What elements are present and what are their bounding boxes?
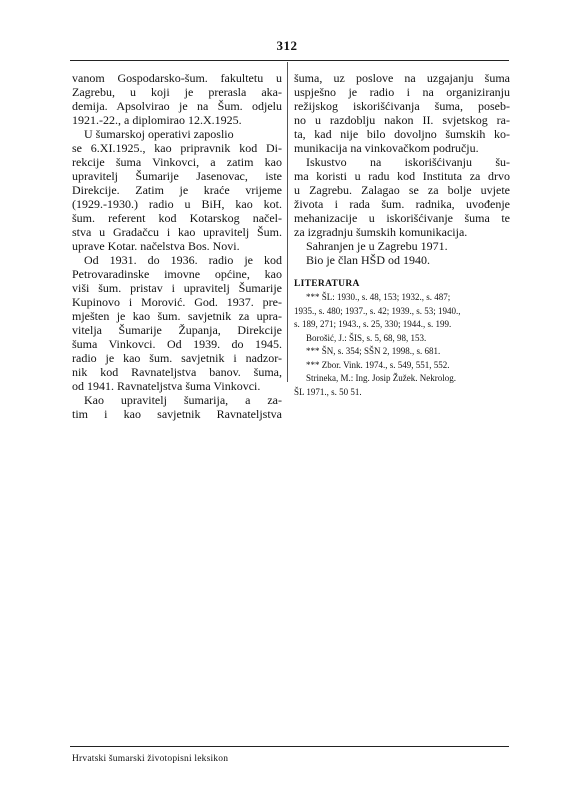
literature-entry: ŠL 1971., s. 50 51. [294, 386, 362, 397]
bottom-divider [70, 746, 509, 747]
right-column-line: režijskog iskorišćivanja šuma, poseb- [294, 99, 510, 113]
right-column-line: u Zagrebu. Zalagao se za bolje uvjete [294, 183, 510, 197]
column-divider [287, 62, 288, 382]
literature-entry: 1935., s. 480; 1937., s. 42; 1939., s. 53; 1940., [294, 305, 461, 316]
left-column [72, 71, 282, 421]
top-divider [70, 60, 509, 61]
left-column-line: Kupinovo i Morović. God. 1937. pre- [72, 295, 282, 309]
left-column-line: U šumarskoj operativi zaposlio [84, 127, 234, 141]
left-column-line: demija. Apsolvirao je na Šum. odjelu [72, 99, 282, 113]
left-column-line: mješten je kao šum. savjetnik za upra- [72, 309, 282, 323]
right-column-line: ma koristi u radu kod Instituta za drvo [294, 169, 510, 183]
left-column-line: Kao upravitelj šumarija, a za- [84, 393, 282, 407]
left-column-line: Petrovaradinske imovne općine, kao [72, 267, 282, 281]
right-column-line: Sahranjen je u Zagrebu 1971. [306, 239, 448, 253]
footer-title: Hrvatski šumarski životopisni leksikon [72, 754, 229, 764]
right-column-line: ta, kad nije bilo dovoljno šumskih ko- [294, 127, 510, 141]
left-column-line: viši šum. pristav i upravitelj Šumarije [72, 281, 282, 295]
right-column-line: uspješno je radio i na organiziranju [294, 85, 510, 99]
right-column-line: za izgradnju šumskih komunikacija. [294, 225, 468, 239]
right-column-line: Iskustvo na iskorišćivanju šu- [306, 155, 510, 169]
right-column-line: mehanizacije u iskorišćivanje šuma te [294, 211, 510, 225]
literature-entry: *** ŠL: 1930., s. 48, 153; 1932., s. 487; [306, 292, 451, 302]
page-number: 312 [276, 38, 298, 53]
literature-list [294, 291, 510, 399]
left-column-line: nik kod Ravnateljstva banov. šuma, [72, 365, 282, 379]
left-column-line: Od 1931. do 1936. radio je kod [84, 253, 282, 267]
literature-entry: *** ŠN, s. 354; SŠN 2, 1998., s. 681. [306, 346, 441, 356]
left-column-line: šum. referent kod Kotarskog načel- [72, 211, 282, 225]
right-column-line: no u razdoblju nakon II. svjetskog ra- [294, 113, 510, 127]
right-column [294, 71, 510, 399]
left-column-line: 1921.-22., a diplomirao 12.X.1925. [72, 113, 242, 127]
left-column-line: se 6.XI.1925., kao pripravnik kod Di- [72, 141, 282, 155]
left-column-line: radio je kao šum. savjetnik i nadzor- [72, 351, 282, 365]
literature-entry: s. 189, 271; 1943., s. 25, 330; 1944., s. 199. [294, 319, 452, 329]
left-column-line: Direkcije. Zatim je kraće vrijeme [72, 183, 282, 197]
left-column-line: Zagrebu, u koji je prerasla aka- [72, 85, 282, 99]
right-column-line: Bio je član HŠD od 1940. [306, 253, 430, 267]
left-column-line: (1929.-1930.) radio u BiH, kao kot. [72, 197, 282, 211]
right-column-line: munikacija na vinkovačkom području. [294, 141, 479, 155]
literature-title: LITERATURA [294, 279, 360, 289]
literature-entry: Strineka, M.: Ing. Josip Žužek. Nekrolog. [306, 373, 456, 383]
left-column-line: šuma Vinkovci. Od 1939. do 1945. [72, 337, 282, 351]
left-column-line: vanom Gospodarsko-šum. fakultetu u [72, 71, 282, 85]
left-column-line: od 1941. Ravnateljstva šuma Vinkovci. [72, 379, 261, 393]
right-column-line: života i rada šum. radnika, uvođenje [294, 197, 510, 211]
literature-entry: *** Zbor. Vink. 1974., s. 549, 551, 552. [306, 359, 450, 370]
left-column-line: tim i kao savjetnik Ravnateljstva [72, 407, 282, 421]
left-column-line: stva u Gradačcu i kao upravitelj Šum. [72, 225, 282, 239]
left-column-line: upravitelj Šumarije Jasenovac, iste [72, 169, 282, 183]
literature-entry: Borošić, J.: ŠIS, s. 5, 68, 98, 153. [306, 332, 427, 343]
right-column-body [294, 71, 510, 267]
left-column-line: uprave Kotar. načelstva Bos. Novi. [72, 239, 240, 253]
left-column-line: vitelja Šumarije Županja, Direkcije [72, 323, 282, 337]
right-column-line: šuma, uz poslove na uzgajanju šuma [294, 71, 510, 85]
left-column-line: rekcije šuma Vinkovci, a zatim kao [72, 155, 282, 169]
